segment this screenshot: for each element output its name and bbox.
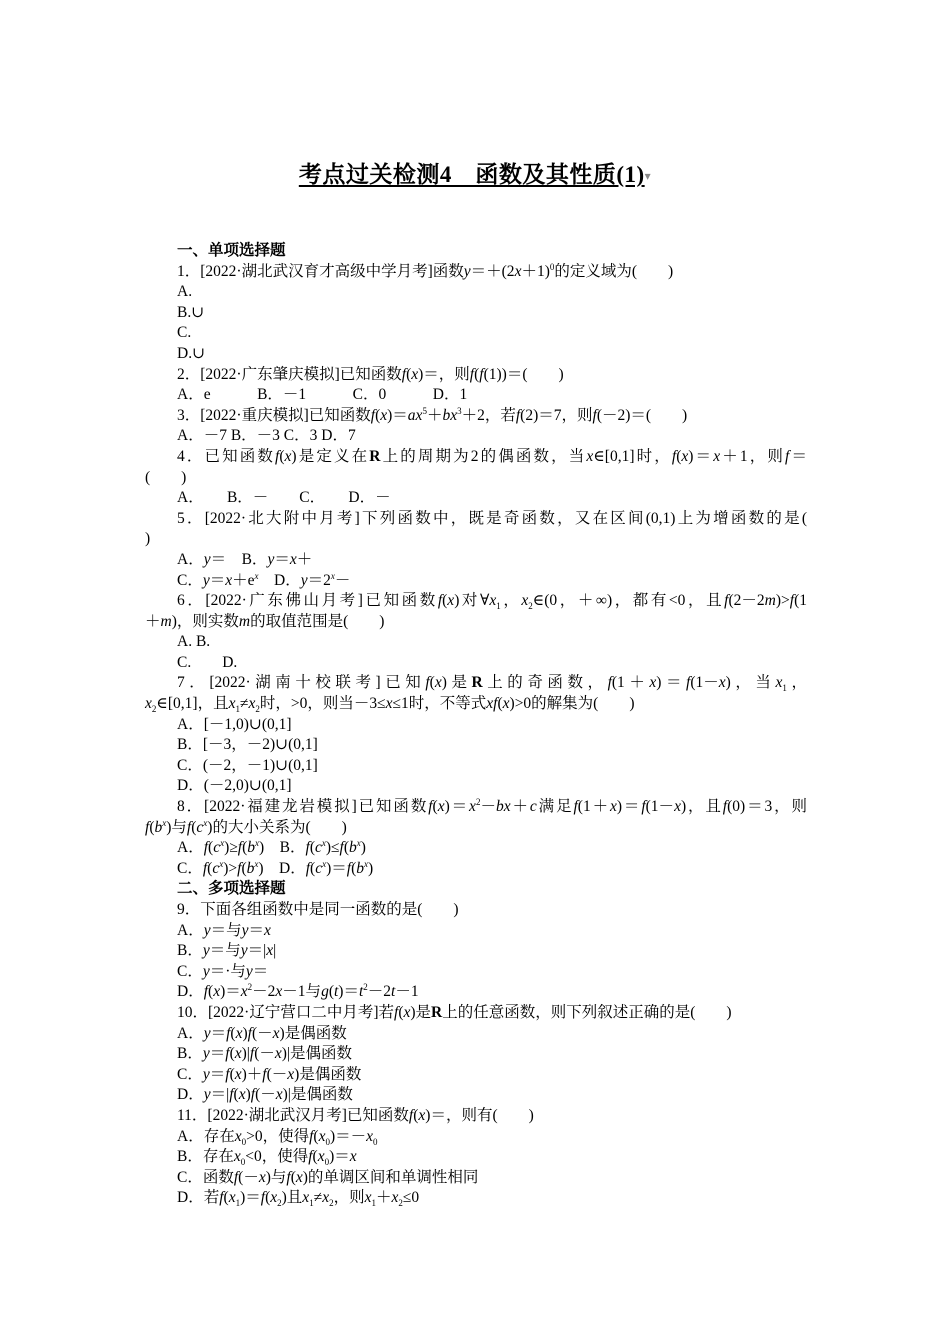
question-line: 4．已知函数f(x)是定义在R上的周期为2的偶函数，当x∈[0,1]时，f(x)＝x＋1，则f＝ <box>177 447 807 465</box>
question-line: B．存在$x_0<0$，使得$f(x_0)=x$ <box>177 1148 357 1168</box>
question-line: A．e B．－1 C．0 D．1 <box>177 386 468 404</box>
question-line: B．[－3，－2)∪(0,1] <box>177 736 318 754</box>
question-line: A．－7 B．－3 C．3 D．7 <box>177 427 356 445</box>
question-line: D.∪ <box>177 344 206 362</box>
question-line: 3．[2022·重庆模拟]已知函数$f(x)=ax^5+bx^3+2$，若f(2)＝7，则f(－2)＝( ) <box>177 405 688 424</box>
question-line: C. <box>177 324 192 342</box>
question-line: C．$f(c^x)>f(b^x)$ D．$f(c^x)=f(b^x)$ <box>177 858 374 877</box>
question-line: $x_2\in[0,1]$，且$x_1\ne x_2$时，>0，则当－3≤x≤1时，不等式xf(x)>0的解集为( ) <box>145 695 635 715</box>
question-line: A. <box>177 283 193 301</box>
question-line: 8．[2022·福建龙岩模拟]已知函数$f(x)=x^2-bx+c$满足f(1＋x)＝f(1－x)，且f(0)＝3，则 <box>177 796 807 816</box>
question-line: A．$f(c^x)\ge f(b^x)$ B．$f(c^x)\le f(b^x)$ <box>177 838 366 857</box>
question-line: B．y＝f(x)|f(－x)|是偶函数 <box>177 1045 353 1063</box>
question-line: 9．下面各组函数中是同一函数的是( ) <box>177 901 459 918</box>
question-line: 5．[2022·北大附中月考]下列函数中，既是奇函数，又在区间(0,1)上为增函数的是( <box>177 509 807 527</box>
question-line: 2．[2022·广东肇庆模拟]已知函数f(x)＝，则f(f(1))＝( ) <box>177 365 564 383</box>
question-line: C．y＝·与y＝ <box>177 962 269 980</box>
question-line: D．(－2,0)∪(0,1] <box>177 777 292 795</box>
section-heading: 一、单项选择题 <box>177 242 286 259</box>
page-title <box>0 156 950 189</box>
question-line: ( ) <box>145 468 187 486</box>
question-line: C．$y=x+e^x$ D．$y=2^x-$ <box>177 570 351 589</box>
question-line: 7．[2022·湖南十校联考]已知f(x)是R上的奇函数，f(1＋x)＝f(1－x)，当$x_1$， <box>177 674 807 694</box>
question-line: 11．[2022·湖北武汉月考]已知函数f(x)＝，则有( ) <box>177 1106 534 1124</box>
question-line: ) <box>145 530 151 548</box>
question-line: B.∪ <box>177 303 205 321</box>
page-title-text: 考点过关检测4 函数及其性质(1) <box>298 162 645 187</box>
question-line: B．y＝与y＝|x| <box>177 942 277 960</box>
question-line: C．(－2，－1)∪(0,1] <box>177 756 318 774</box>
question-line: C．y＝f(x)＋f(－x)是偶函数 <box>177 1065 362 1083</box>
question-line: 1．[2022·湖北武汉育才高级中学月考]函数$y=+(2x+1)^0$的定义域为( ) <box>177 261 674 280</box>
question-content <box>145 241 807 1209</box>
question-line: A．存在$x_0>0$，使得$f(x_0)=-x_0$ <box>177 1127 378 1147</box>
question-line: $f(b^x)$与$f(c^x)$的大小关系为( ) <box>145 817 347 836</box>
section-heading: 二、多项选择题 <box>177 880 286 898</box>
question-line: 10．[2022·辽宁营口二中月考]若f(x)是R上的任意函数，则下列叙述正确的是( ) <box>177 1003 732 1021</box>
question-line: D．y＝|f(x)f(－x)|是偶函数 <box>177 1086 353 1104</box>
question-line: A．[－1,0)∪(0,1] <box>177 715 292 733</box>
question-line: A． B．－ C． D．－ <box>177 489 391 507</box>
question-line: A. B. <box>177 633 211 651</box>
question-line: C．函数f(－x)与f(x)的单调区间和单调性相同 <box>177 1168 479 1186</box>
question-line: 6．[2022·广东佛山月考]已知函数f(x)对$\forall x_1$，$x_2\in(0$，＋∞)，都有<0，且f(2－2m)>f(1 <box>177 592 807 612</box>
question-line: A．y＝ B．y＝x＋ <box>177 550 313 568</box>
question-line: C. D. <box>177 653 238 671</box>
question-line: D．$f(x)=x^2-2x-1$与$g(t)=t^2-2t-1$ <box>177 982 419 1001</box>
question-line: D．若$f(x_1)=f(x_2)$且$x_1\ne x_2$，则$x_1+x_2\le 0$ <box>177 1189 420 1209</box>
dropdown-marker-icon: ▾ <box>644 169 652 184</box>
question-line: A．y＝f(x)f(－x)是偶函数 <box>177 1024 347 1042</box>
question-line: A．y＝与y＝x <box>177 921 271 939</box>
question-line: ＋m)，则实数m的取值范围是( ) <box>145 612 385 630</box>
